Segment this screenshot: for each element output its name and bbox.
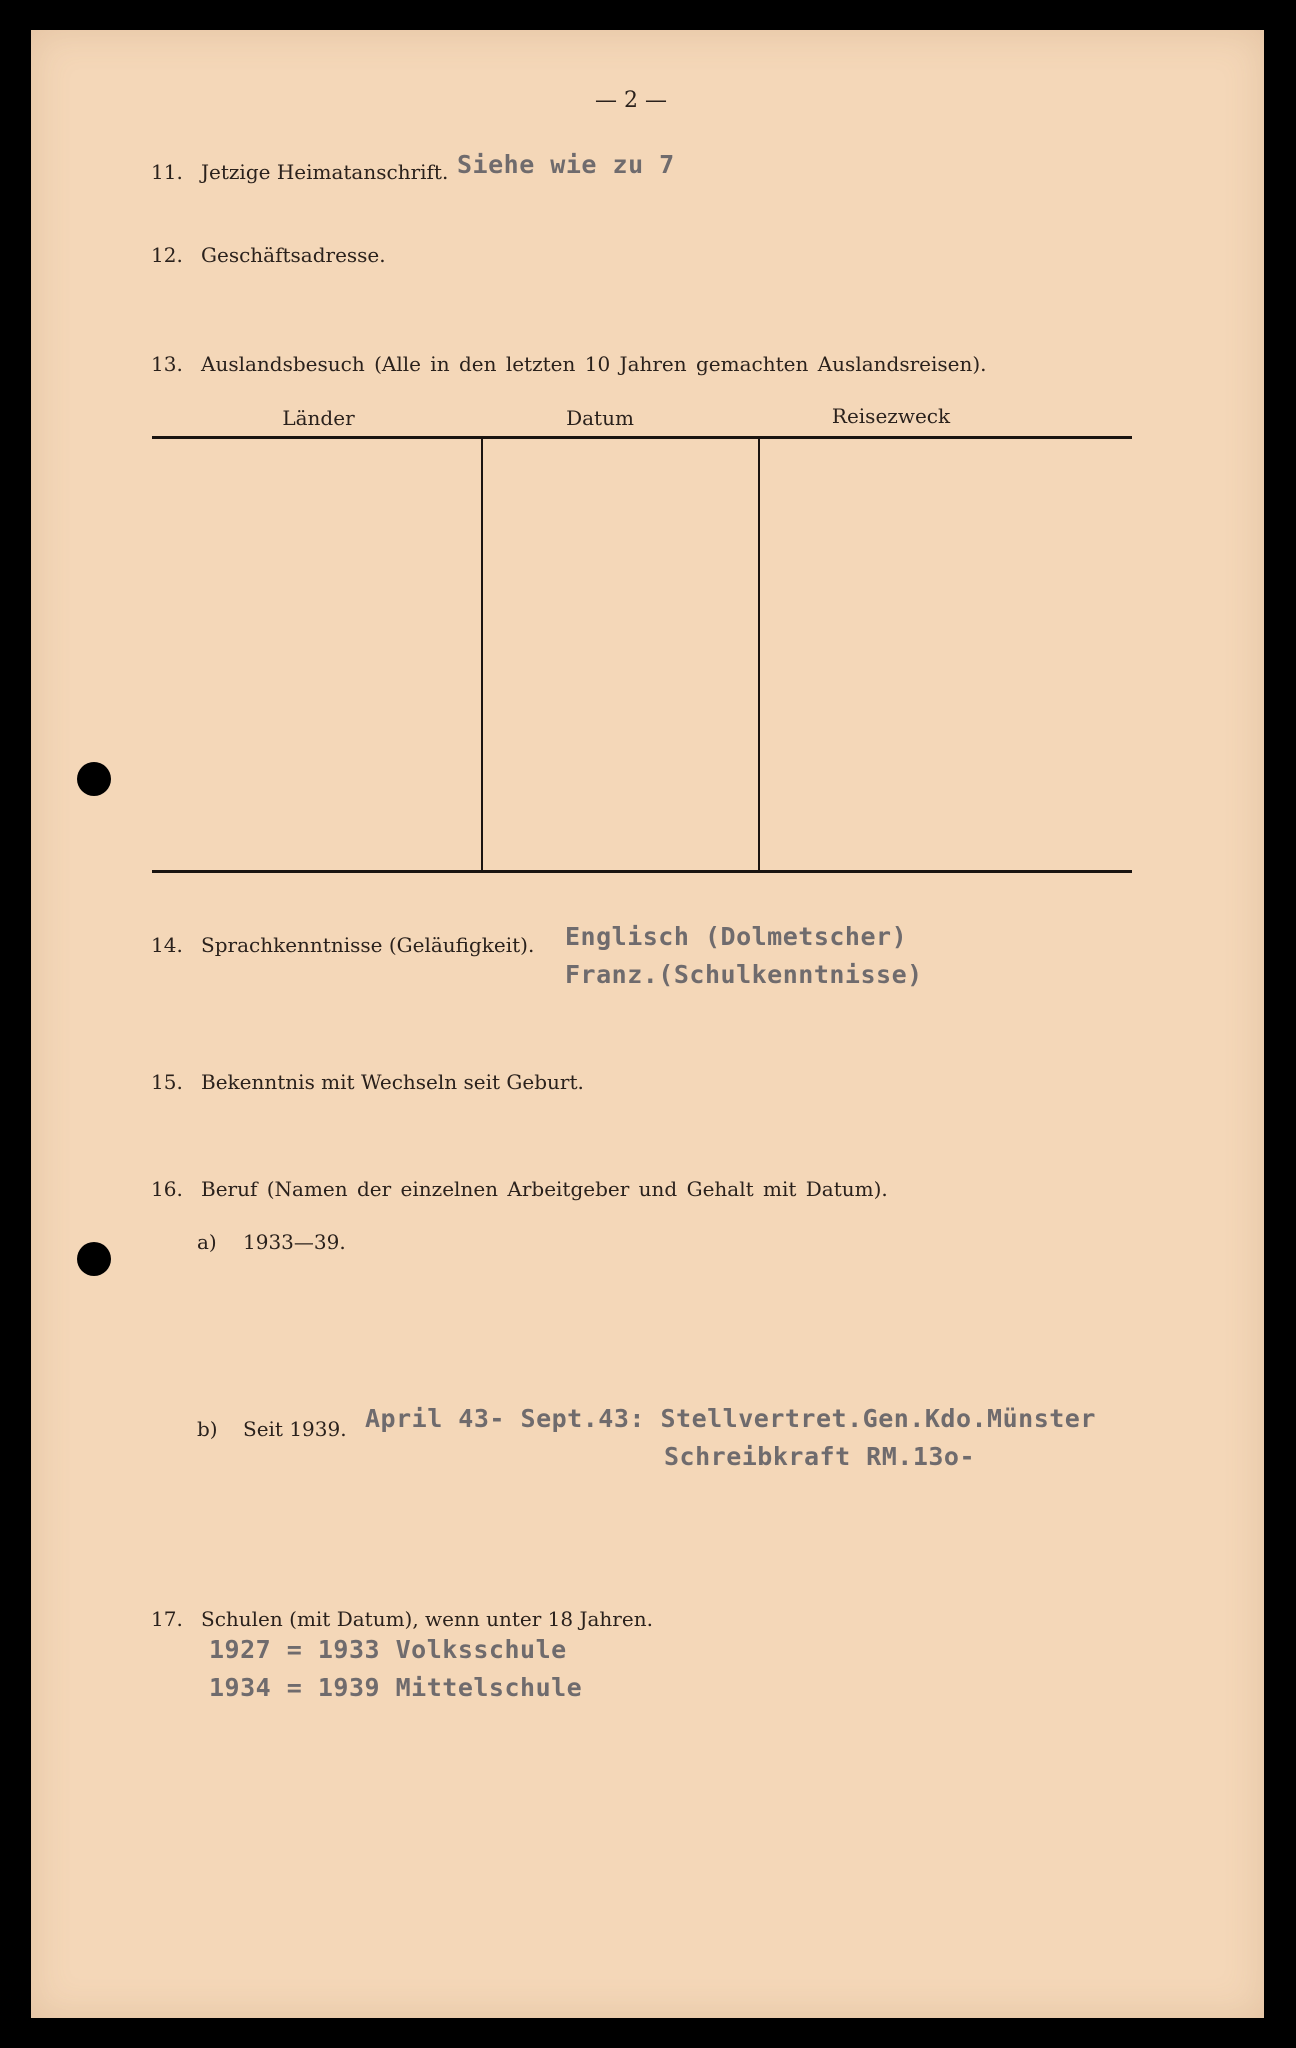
table-bottom-rule bbox=[152, 870, 1132, 873]
item-16b-value-line2: Schreibkraft RM.13o- bbox=[664, 1442, 976, 1471]
column-header-laender: Länder bbox=[282, 406, 355, 430]
item-14-value-line2: Franz.(Schulkenntnisse) bbox=[565, 960, 923, 989]
column-header-datum: Datum bbox=[566, 406, 634, 430]
table-top-rule bbox=[152, 436, 1132, 439]
item-14-number: 14. bbox=[151, 933, 183, 957]
punch-hole-lower bbox=[77, 1242, 111, 1276]
item-11-label: Jetzige Heimatanschrift. bbox=[201, 160, 449, 184]
table-divider-1 bbox=[481, 439, 483, 871]
item-15-label: Bekenntnis mit Wechseln seit Geburt. bbox=[201, 1070, 584, 1094]
item-16b-value-line1: April 43- Sept.43: Stellvertret.Gen.Kdo.Münster bbox=[365, 1404, 1096, 1433]
item-17-number: 17. bbox=[151, 1607, 183, 1631]
item-11-number: 11. bbox=[151, 160, 183, 184]
item-12-number: 12. bbox=[151, 243, 183, 267]
item-12-label: Geschäftsadresse. bbox=[201, 243, 386, 267]
item-16a-text: 1933—39. bbox=[243, 1230, 346, 1254]
punch-hole-upper bbox=[77, 762, 111, 796]
table-divider-2 bbox=[758, 439, 760, 871]
document-page bbox=[31, 30, 1264, 2018]
item-13-label: Auslandsbesuch (Alle in den letzten 10 Jahren gemachten Auslandsreisen). bbox=[201, 352, 987, 376]
item-11-value: Siehe wie zu 7 bbox=[457, 150, 675, 179]
item-16-label: Beruf (Namen der einzelnen Arbeitgeber und Gehalt mit Datum). bbox=[201, 1177, 888, 1201]
item-17-value-line1: 1927 = 1933 Volksschule bbox=[209, 1635, 567, 1664]
item-13-number: 13. bbox=[151, 352, 183, 376]
item-14-label: Sprachkenntnisse (Geläufigkeit). bbox=[201, 933, 535, 957]
item-14-value-line1: Englisch (Dolmetscher) bbox=[565, 922, 908, 951]
item-16b-label: b) bbox=[197, 1417, 218, 1441]
item-16b-text: Seit 1939. bbox=[243, 1417, 347, 1441]
item-17-value-line2: 1934 = 1939 Mittelschule bbox=[209, 1673, 583, 1702]
item-16-number: 16. bbox=[151, 1177, 183, 1201]
page-number: — 2 — bbox=[595, 88, 667, 113]
item-16a-label: a) bbox=[197, 1230, 217, 1254]
item-17-label: Schulen (mit Datum), wenn unter 18 Jahren. bbox=[201, 1607, 653, 1631]
item-15-number: 15. bbox=[151, 1070, 183, 1094]
column-header-reisezweck: Reisezweck bbox=[831, 404, 951, 428]
